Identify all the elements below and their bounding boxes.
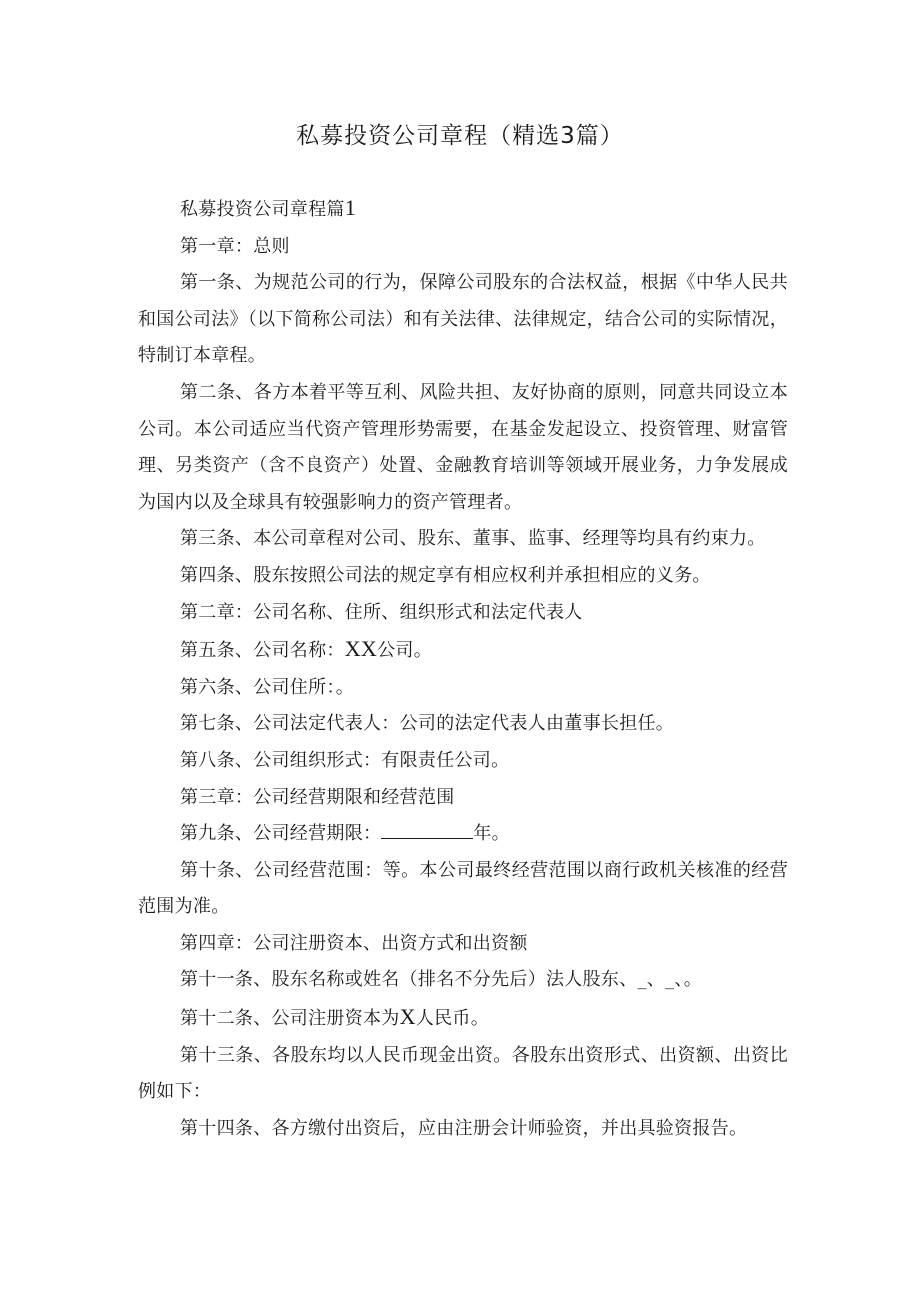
article-8: 第八条、公司组织形式：有限责任公司。 [180, 749, 510, 771]
article-5-prefix: 第五条、公司名称： [180, 640, 345, 662]
article-7: 第七条、公司法定代表人：公司的法定代表人由董事长担任。 [180, 713, 675, 735]
article-5 [138, 631, 788, 670]
article-9-suffix: 年。 [473, 823, 510, 845]
article-1: 第一条、为规范公司的行为，保障公司股东的合法权益，根据《中华人民共和国公司法》（以下简称公司法）和有关法律、法律规定，结合公司的实际情况，特制订本章程。 [138, 272, 788, 367]
chapter-3-heading: 第三章：公司经营期限和经营范围 [180, 786, 455, 808]
section-heading-text: 私募投资公司章程篇 [180, 199, 345, 220]
document-title: 私募投资公司章程（精选3篇） [296, 123, 624, 149]
article-9 [138, 816, 788, 853]
section-heading-number: 1 [344, 195, 357, 220]
article-12-suffix: 人民币。 [415, 1008, 490, 1030]
article-13: 第十三条、各股东均以人民币现金出资。各股东出资形式、出资额、出资比例如下： [138, 1044, 788, 1103]
chapter-2-heading: 第二章：公司名称、住所、组织形式和法定代表人 [180, 601, 583, 623]
article-12-prefix: 第十二条、公司注册资本为 [180, 1008, 400, 1030]
article-2: 第二条、各方本着平等互利、风险共担、友好协商的原则，同意共同设立本公司。本公司适应当代资产管理形势需要，在基金发起设立、投资管理、财富管理、另类资产（含不良资产）处置、金融教育培训等领域开展业务，力争发展成为国内以及全球具有较强影响力的资产管理者。 [138, 381, 788, 513]
chapter-1-heading: 第一章：总则 [180, 235, 290, 257]
article-9-prefix: 第九条、公司经营期限： [180, 823, 382, 845]
capital-amount-placeholder: X [399, 1004, 416, 1030]
article-11: 第十一条、股东名称或姓名（排名不分先后）法人股东、_、_、。 [180, 969, 702, 991]
article-14: 第十四条、各方缴付出资后，应由注册会计师验资，并出具验资报告。 [180, 1117, 748, 1139]
article-4: 第四条、股东按照公司法的规定享有相应权利并承担相应的义务。 [180, 564, 711, 586]
term-blank-line [381, 824, 473, 839]
article-12 [138, 999, 788, 1038]
article-6: 第六条、公司住所：。 [180, 676, 354, 698]
document-body [138, 190, 788, 1147]
company-name-placeholder: XX [344, 636, 378, 662]
chapter-4-heading: 第四章：公司注册资本、出资方式和出资额 [180, 932, 528, 954]
article-5-suffix: 公司。 [377, 640, 432, 662]
article-3: 第三条、本公司章程对公司、股东、董事、监事、经理等均具有约束力。 [180, 528, 766, 550]
section-heading [138, 190, 788, 229]
article-10: 第十条、公司经营范围：等。本公司最终经营范围以商行政机关核准的经营范围为准。 [138, 859, 788, 918]
